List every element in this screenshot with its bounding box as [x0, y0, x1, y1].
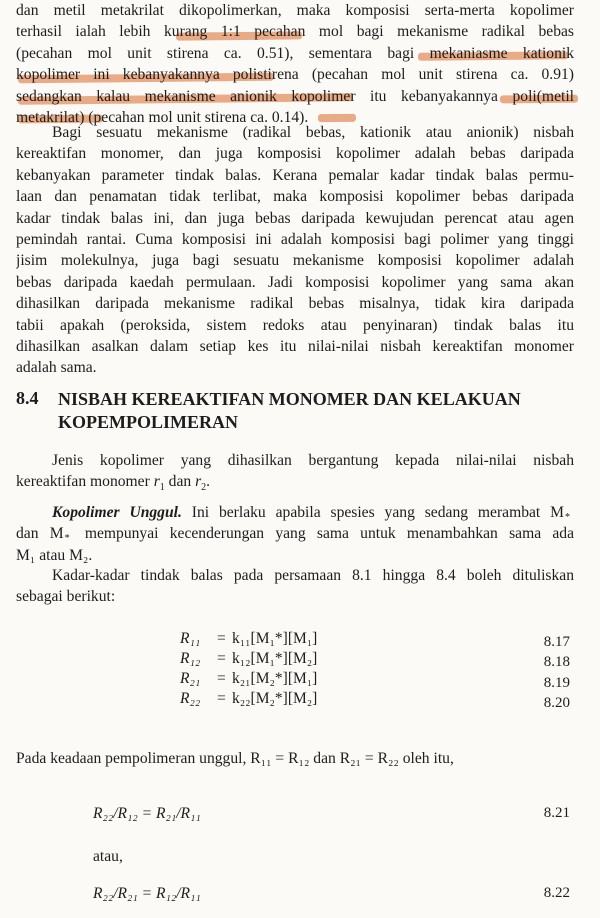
text-line: dan M * mempunyai kecenderungan yang sama untuk menambahkan sama ada	[16, 525, 574, 545]
text-line: pemindah rantai. Cuma komposisi ini adalah komposisi bagi polimer yang tinggi	[16, 231, 574, 249]
text-line: tabii apakah (peroksida, sistem redoks atau penyinaran) tindak balas itu	[16, 316, 574, 334]
text-line: M₁ atau M₂.	[16, 546, 93, 564]
equation-rhs: k₂₂[M₂*][M₂]	[232, 690, 318, 707]
text-line: kereaktifan monomer $r_1$ dan $r_2$.	[16, 473, 211, 494]
text-line: dan metil metakrilat dikopolimerkan, maka komposisi serta-merta kopolimer	[16, 2, 574, 19]
ratio-equation: R₂₂/R₂₁ = R₁₂/R₁₁	[93, 885, 201, 902]
text-line: sebagai berikut:	[16, 588, 116, 606]
text-line: (pecahan mol unit stirena ca. 0.51), sementara bagi mekaniasme kationik	[16, 44, 574, 62]
equation-row	[0, 630, 600, 650]
text-line: metakrilat) (pecahan mol unit stirena ca. 0.14).	[16, 109, 309, 127]
paragraph-intro	[16, 0, 574, 128]
text-line: Bagi sesuatu mekanisme (radikal bebas, kationik atau anionik) nisbah	[52, 124, 574, 141]
text-line: Kopolimer Unggul. Ini berlaku apabila spesies yang sedang merambat M *	[52, 504, 571, 523]
text-line: kebanyakan parameter tindak balas. Kerana pemalar kadar tindak balas permu-	[16, 166, 574, 184]
equation-number: 8.21	[543, 805, 570, 821]
equation-number: 8.22	[543, 885, 570, 901]
equation-lhs: R₁₂	[180, 650, 201, 667]
equation-number: 8.18	[543, 654, 570, 670]
equation-row	[0, 690, 600, 710]
section-number: 8.4	[16, 388, 39, 408]
text-line: terhasil ialah lebih kurang 1:1 pecahan mol bagi mekanisme radikal bebas	[16, 23, 574, 41]
equals-sign: =	[217, 670, 226, 687]
section-title	[58, 388, 578, 434]
text-line: sedangkan kalau mekanisme anionik kopolimer itu kebanyakannya poli(metil	[16, 87, 574, 105]
paragraph-ideal-copolymer	[16, 502, 574, 566]
equation-rhs: k₁₁[M₁*][M₁]	[232, 630, 318, 647]
paragraph-mechanism	[16, 122, 574, 379]
equation-row	[0, 670, 600, 690]
ratio-equation: R₂₂/R₁₂ = R₂₁/R₁₁	[93, 805, 201, 822]
equals-sign: =	[217, 650, 226, 667]
text-line: Kadar-kadar tindak balas pada persamaan 8.1 hingga 8.4 boleh dituliskan	[52, 567, 574, 584]
equals-sign: =	[217, 690, 226, 707]
equation-number: 8.20	[543, 695, 570, 711]
equation-lhs: R₁₁	[180, 630, 201, 647]
paragraph-rates	[16, 565, 574, 608]
text-line: kereaktifan monomer, dan juga komposisi kopolimer adalah bebas daripada	[16, 145, 574, 163]
paragraph-ideal-condition: Pada keadaan pempolimeran unggul, R₁₁ = R₁₂ dan R₂₁ = R₂₂ oleh itu,	[16, 750, 454, 767]
equals-sign: =	[217, 630, 226, 647]
text-line: kopolimer ini kebanyakannya polistirena (pecahan mol unit stirena ca. 0.91)	[16, 66, 574, 84]
equation-lhs: R₂₂	[180, 690, 201, 707]
section-title-line: NISBAH KEREAKTIFAN MONOMER DAN KELAKUAN	[58, 389, 521, 409]
text-line: adalah sama.	[16, 359, 97, 377]
text-line: dihasilkan daripada mekanisme radikal bebas misalnya, tidak kira daripada	[16, 295, 574, 313]
equation-rhs: k₂₁[M₂*][M₁]	[232, 670, 318, 687]
paragraph-copolymer-type	[16, 450, 574, 499]
section-title-line: KOPEMPOLIMERAN	[58, 412, 238, 432]
equation-number: 8.17	[543, 634, 570, 650]
equation-lhs: R₂₁	[180, 670, 201, 687]
equation-number: 8.19	[543, 675, 570, 691]
text-line: Jenis kopolimer yang dihasilkan bergantung kepada nilai-nilai nisbah	[52, 452, 574, 469]
equation-rhs: k₁₂[M₁*][M₂]	[232, 650, 318, 667]
text-line: laan dan penamatan tidak terlibat, maka komposisi kopolimer bebas daripada	[16, 188, 574, 206]
equation-row	[0, 650, 600, 670]
conjunction-text: atau,	[93, 848, 123, 865]
text-line: jisim molekulnya, juga bagi sesuatu mekanisme komposisi kopolimer adalah	[16, 252, 574, 270]
text-line: kadar tindak balas ini, dan juga bebas daripada kewujudan perencat atau agen	[16, 209, 574, 227]
text-line: dihasilkan asalkan dalam setiap kes itu nilai-nilai nisbah kereaktifan monomer	[16, 338, 574, 356]
text-line: bebas daripada kaedah permulaan. Jadi komposisi kopolimer yang sama akan	[16, 273, 574, 291]
